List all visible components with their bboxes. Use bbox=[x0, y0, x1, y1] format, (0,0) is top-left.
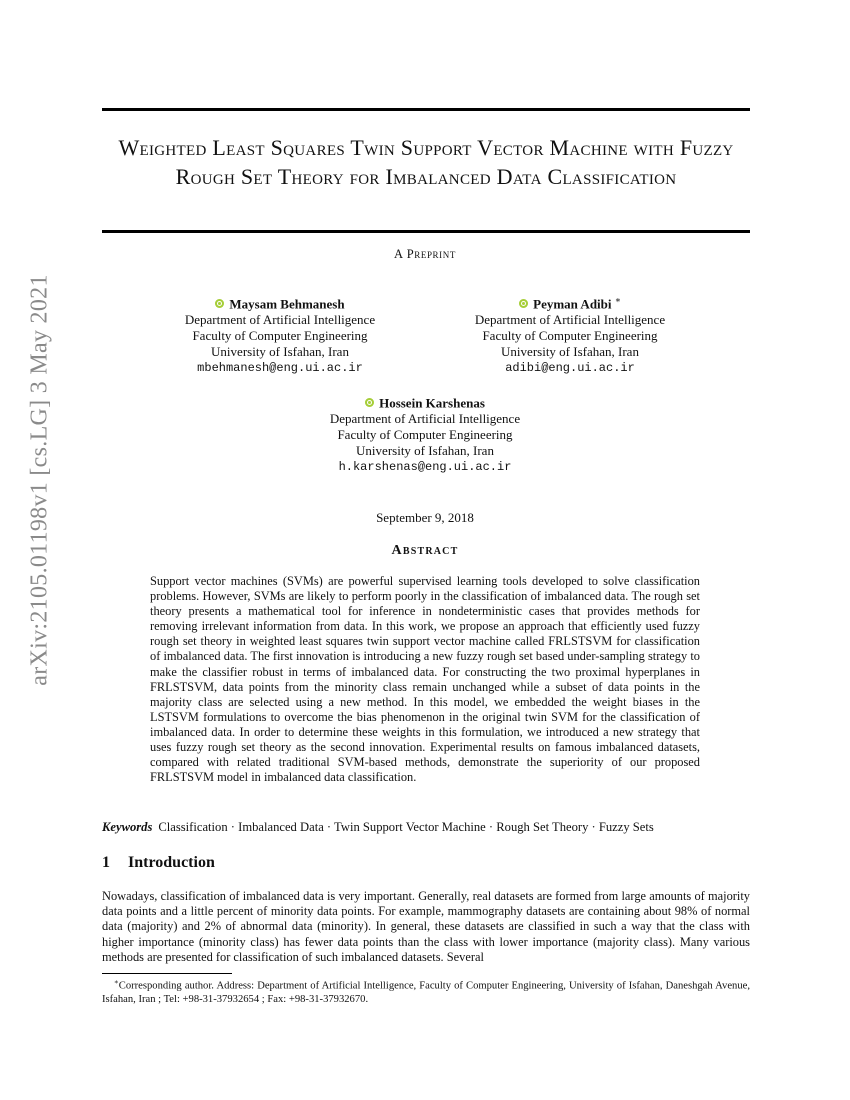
orcid-icon[interactable] bbox=[365, 398, 374, 407]
orcid-icon[interactable] bbox=[215, 299, 224, 308]
author-faculty: Faculty of Computer Engineering bbox=[192, 328, 368, 344]
author-block bbox=[420, 292, 720, 376]
introduction-text: Nowadays, classification of imbalanced data is very important. Generally, real datasets are formed from large amounts of majority data points and a little percent of minority data points. For example, mammography datasets are containing about 98% of normal data (majority) and 2% of abnormal data (minority). In general, these datasets are classified in such a way that the class with higher importance (minority class) has fewer data points than the class with lower importance (majority class). Many various methods are presented for classification of such imbalanced datasets. Several bbox=[102, 889, 750, 964]
author-name: Maysam Behmanesh bbox=[229, 296, 345, 312]
author-department: Department of Artificial Intelligence bbox=[329, 411, 521, 427]
author-department: Department of Artificial Intelligence bbox=[474, 312, 666, 328]
author-university: University of Isfahan, Iran bbox=[211, 344, 349, 360]
author-university: University of Isfahan, Iran bbox=[356, 443, 494, 459]
keywords-list: Classification · Imbalanced Data · Twin Support Vector Machine · Rough Set Theory · Fuzzy Sets bbox=[158, 820, 654, 834]
author-email[interactable]: h.karshenas@eng.ui.ac.ir bbox=[338, 460, 512, 475]
section-number: 1 bbox=[102, 854, 110, 871]
author-mark: ∗ bbox=[614, 295, 621, 305]
abstract-heading: Abstract bbox=[391, 543, 459, 558]
paper-date: September 9, 2018 bbox=[376, 510, 474, 525]
keywords bbox=[102, 820, 752, 835]
author-university: University of Isfahan, Iran bbox=[501, 344, 639, 360]
arxiv-identifier: arXiv:2105.01198v1 [cs.LG] 3 May 2021 bbox=[26, 274, 53, 686]
preprint-label: A Preprint bbox=[394, 247, 456, 261]
section-heading bbox=[102, 854, 215, 872]
footnote-mark: ∗ bbox=[114, 978, 119, 986]
title-bottom-rule bbox=[102, 230, 750, 233]
abstract-text: Support vector machines (SVMs) are powerful supervised learning tools developed to solve classification problems. However, SVMs are likely to perform poorly in the classification of imbalanced data. The rough set theory presents a mathematical tool for inference in nondeterministic cases that provides methods for removing irrelevant information from data. In this work, we propose an approach that efficiently used fuzzy rough set theory in weighted least squares twin support vector machine called FRLSTSVM for classification of imbalanced data. The first innovation is introducing a new fuzzy rough set based under-sampling strategy to make the classifier robust in terms of imbalanced data. For constructing the two proximal hyperplanes in FRLSTSVM, data points from the minority class remain unchanged while a subset of data points in the majority class are selected using a new method. In this model, we embedded the weight biases in the LSTSVM formulations to overcome the bias phenomenon in the original twin SVM for the classification of imbalanced data. In order to determine these weights in this formulation, we introduced a new strategy that uses fuzzy rough set theory as the second innovation. Experimental results on famous imbalanced datasets, compared with related traditional SVM-based methods, demonstrate the superiority of our proposed FRLSTSVM model in imbalanced data classification. bbox=[150, 574, 700, 785]
orcid-icon[interactable] bbox=[519, 299, 528, 308]
author-name: Hossein Karshenas bbox=[379, 395, 485, 411]
author-block bbox=[130, 292, 430, 376]
paper-title: Weighted Least Squares Twin Support Vector Machine with Fuzzy Rough Set Theory for Imbalanced Data Classification bbox=[118, 135, 734, 189]
author-faculty: Faculty of Computer Engineering bbox=[337, 427, 513, 443]
keywords-label: Keywords bbox=[102, 820, 153, 834]
title-top-rule bbox=[102, 108, 750, 111]
author-block bbox=[275, 391, 575, 475]
author-faculty: Faculty of Computer Engineering bbox=[482, 328, 658, 344]
author-email[interactable]: mbehmanesh@eng.ui.ac.ir bbox=[197, 361, 363, 376]
footnote bbox=[102, 976, 750, 1007]
section-title: Introduction bbox=[128, 854, 215, 871]
author-email[interactable]: adibi@eng.ui.ac.ir bbox=[505, 361, 635, 376]
author-name: Peyman Adibi bbox=[533, 296, 612, 312]
author-department: Department of Artificial Intelligence bbox=[184, 312, 376, 328]
footnote-text: Corresponding author. Address: Department of Artificial Intelligence, Faculty of Computer Engineering, University of Isfahan, Daneshgah Avenue, Isfahan, Iran ; Tel: +98-31-37932654 ; Fax: +98-31-37932670. bbox=[102, 980, 750, 1006]
footnote-rule bbox=[102, 973, 232, 974]
